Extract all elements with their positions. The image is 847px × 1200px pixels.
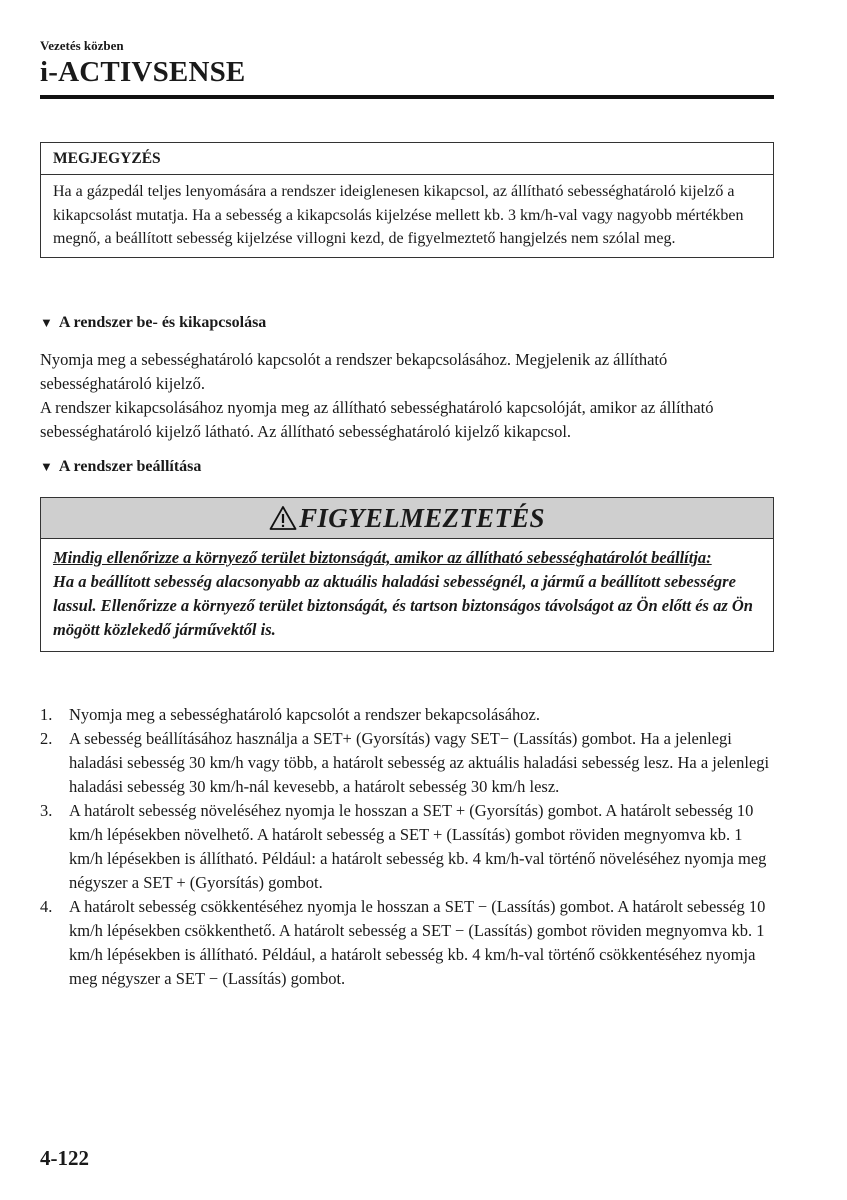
warning-box bbox=[40, 497, 774, 652]
step-number: 1. bbox=[40, 705, 53, 724]
step-text: A sebesség beállításához használja a SET+ (Gyorsítás) vagy SET− (Lassítás) gombot. Ha a jelenlegi haladási sebesség 30 km/h vagy több, a határolt sebesség az aktuális haladási sebesség lesz. Ha a jelenlegi haladási sebesség 30 km/h-nál kevesebb, a határolt sebesség 30 km/h lesz. bbox=[69, 729, 770, 796]
list-item bbox=[40, 895, 774, 991]
step-text: A határolt sebesség növeléséhez nyomja le hosszan a SET + (Gyorsítás) gombot. A határolt sebesség 10 km/h lépésekben növelhető. A határolt sebesség a SET + (Lassítás) gombot röviden megnyomva kb. 1 km/h lépésekben is állítható. Például: a határolt sebesség kb. 4 km/h-val történő növeléséhez nyomja meg négyszer a SET + (Gyorsítás) gombot. bbox=[69, 801, 767, 892]
title-divider bbox=[40, 95, 774, 99]
warning-label: FIGYELMEZTETÉS bbox=[299, 502, 545, 533]
note-box bbox=[40, 142, 774, 258]
setting-steps-list bbox=[40, 703, 774, 991]
paragraph-switch-off: A rendszer kikapcsolásához nyomja meg az állítható sebességhatároló kapcsolóját, amikor az állítható sebességhatároló kijelző látható. Az állítható sebességhatároló kijelző kikapcsol. bbox=[40, 398, 714, 441]
step-number: 3. bbox=[40, 801, 53, 820]
subheading-on-off bbox=[40, 314, 266, 332]
list-item bbox=[40, 799, 774, 895]
warning-body bbox=[41, 539, 773, 651]
warning-lead: Mindig ellenőrizze a környező terület biztonságát, amikor az állítható sebességhatárolót beállítja: bbox=[53, 548, 712, 567]
warning-header bbox=[41, 498, 773, 539]
triangle-bullet-icon: ▼ bbox=[40, 315, 53, 330]
note-text: Ha a gázpedál teljes lenyomására a rendszer ideiglenesen kikapcsol, az állítható sebességhatároló kijelző a kikapcsolást mutatja. Ha a sebesség a kikapcsolás kijelzése mellett kb. 3 km/h-val vagy nagyobb mértékben megnő, a beállított sebesség kijelzése villogni kezd, de figyelmeztető hangjelzés nem szólal meg. bbox=[53, 183, 744, 247]
triangle-bullet-icon: ▼ bbox=[40, 459, 53, 474]
note-label: MEGJEGYZÉS bbox=[41, 143, 773, 175]
subheading-setting bbox=[40, 458, 201, 476]
subheading-on-off-text: A rendszer be- és kikapcsolása bbox=[58, 314, 267, 331]
warning-text: Ha a beállított sebesség alacsonyabb az aktuális haladási sebességnél, a jármű a beállított sebességre lassul. Ellenőrizze a környező terület biztonságát, és tartson biztonságos távolságot az Ön előtt és az Ön mögött közlekedő járművektől is. bbox=[53, 572, 753, 639]
list-item bbox=[40, 703, 774, 727]
chapter-title: i-ACTIVSENSE bbox=[40, 56, 246, 88]
warning-triangle-icon bbox=[269, 505, 297, 531]
step-number: 2. bbox=[40, 729, 53, 748]
paragraph-switch-on: Nyomja meg a sebességhatároló kapcsolót a rendszer bekapcsolásához. Megjelenik az állítható sebességhatároló kijelző. bbox=[40, 350, 668, 393]
step-number: 4. bbox=[40, 897, 53, 916]
step-text: A határolt sebesség csökkentéséhez nyomja le hosszan a SET − (Lassítás) gombot. A határolt sebesség 10 km/h lépésekben csökkenthető. A határolt sebesség a SET − (Lassítás) gombot röviden megnyomva kb. 1 km/h lépésekben is állítható. Például, a határolt sebesség kb. 4 km/h-val történő csökkentéséhez nyomja meg négyszer a SET − (Lassítás) gombot. bbox=[69, 897, 766, 988]
list-item bbox=[40, 727, 774, 799]
section-label: Vezetés közben bbox=[40, 38, 124, 53]
page-number: 4-122 bbox=[40, 1146, 89, 1170]
step-text: Nyomja meg a sebességhatároló kapcsolót a rendszer bekapcsolásához. bbox=[69, 705, 540, 724]
subheading-setting-text: A rendszer beállítása bbox=[58, 458, 202, 475]
